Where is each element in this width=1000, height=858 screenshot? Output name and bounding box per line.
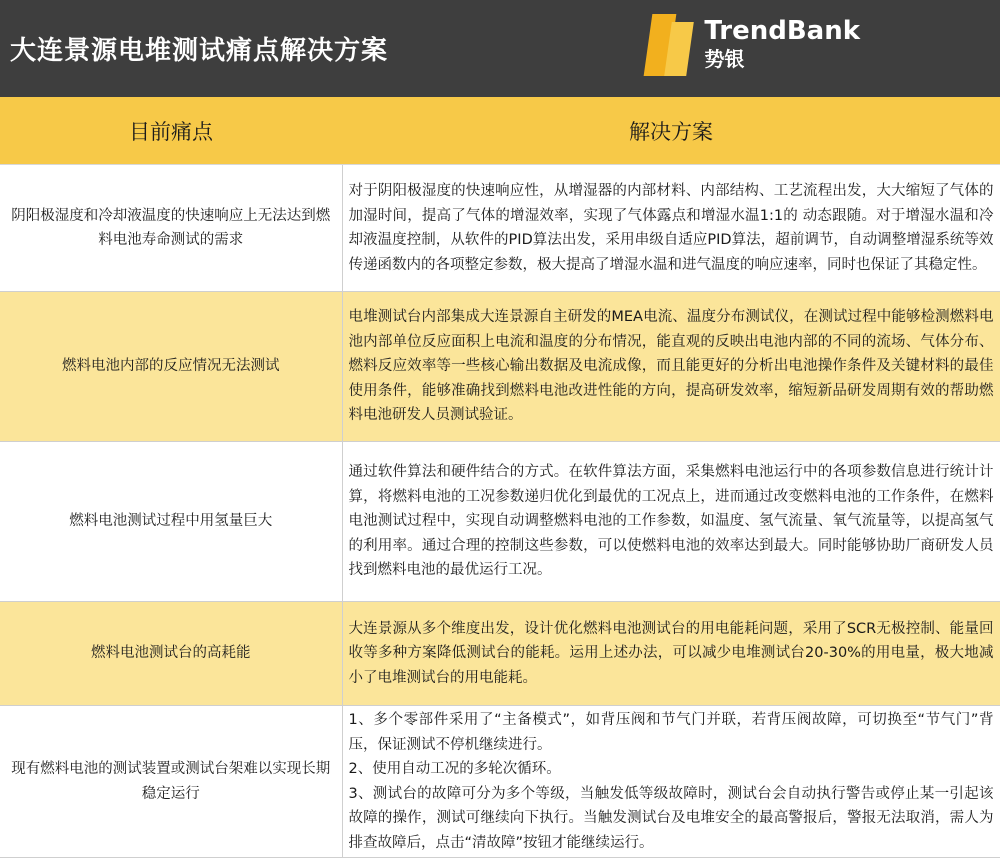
table-row: [0, 602, 1000, 706]
pain-points-table: [0, 97, 1000, 858]
solution-item: 3、测试台的故障可分为多个等级，当触发低等级故障时，测试台会自动执行警告或停止某一引起该故障的操作，测试可继续向下执行。当触发测试台及电堆安全的最高警报后，警报无法取消，需人为排查故障后，点击“清故障”按钮才能继续运行。: [348, 785, 994, 851]
page-title: 大连景源电堆测试痛点解决方案: [10, 36, 389, 66]
table-row: [0, 706, 1000, 858]
brand-name-cn: 势银: [704, 47, 745, 71]
solution-item: 2、使用自动工况的多轮次循环。: [348, 761, 561, 777]
pain-point-cell: 现有燃料电池的测试装置或测试台架难以实现长期稳定运行: [0, 706, 342, 858]
table-row: [0, 165, 1000, 292]
solution-cell: 电堆测试台内部集成大连景源自主研发的MEA电流、温度分布测试仪，在测试过程中能够检测燃料电池内部单位反应面积上电流和温度的分布情况，能直观的反映出电池内部的不同的流场、气体分布、燃料反应效率等一些核心输出数据及电流成像，而且能更好的分析出电池操作条件及关键材料的最佳使用条件，能够准确找到燃料电池改进性能的方向，提高研发效率，缩短新品研发周期有效的帮助燃料电池研发人员测试验证。: [342, 292, 1000, 442]
brand-name-en: TrendBank: [704, 16, 860, 46]
table-row: [0, 442, 1000, 602]
column-header-solutions: 解决方案: [342, 97, 1000, 165]
trendbank-logo-icon: [648, 14, 692, 76]
brand-logo: [648, 14, 860, 76]
table-row: [0, 292, 1000, 442]
pain-point-cell: 阴阳极湿度和冷却液温度的快速响应上无法达到燃料电池寿命测试的需求: [0, 165, 342, 292]
solution-item: 1、多个零部件采用了“主备模式”，如背压阀和节气门并联，若背压阀故障，可切换至“节气门”背压，保证测试不停机继续进行。: [348, 712, 994, 753]
solution-cell: 通过软件算法和硬件结合的方式。在软件算法方面，采集燃料电池运行中的各项参数信息进行统计计算，将燃料电池的工况参数递归优化到最优的工况点上，进而通过改变燃料电池的工作条件，在燃料电池测试过程中，实现自动调整燃料电池的工作参数，如温度、氢气流量、氧气流量等，以提高氢气的利用率。通过合理的控制这些参数，可以使燃料电池的效率达到最大。同时能够协助厂商研发人员找到燃料电池的最优运行工况。: [342, 442, 1000, 602]
pain-point-cell: 燃料电池内部的反应情况无法测试: [0, 292, 342, 442]
column-header-pain-points: 目前痛点: [0, 97, 342, 165]
solution-cell: 大连景源从多个维度出发，设计优化燃料电池测试台的用电能耗问题，采用了SCR无极控制、能量回收等多种方案降低测试台的能耗。运用上述办法，可以减少电堆测试台20-30%的用电量，极大地减小了电堆测试台的用电能耗。: [342, 602, 1000, 706]
pain-point-cell: 燃料电池测试台的高耗能: [0, 602, 342, 706]
header-bar: [0, 0, 1000, 97]
pain-point-cell: 燃料电池测试过程中用氢量巨大: [0, 442, 342, 602]
solution-cell: [342, 706, 1000, 858]
solution-cell: 对于阴阳极湿度的快速响应性，从增湿器的内部材料、内部结构、工艺流程出发，大大缩短了气体的加湿时间，提高了气体的增湿效率，实现了气体露点和增湿水温1:1的 动态跟随。对于增湿水温和冷却液温度控制，从软件的PID算法出发，采用串级自适应PID算法，超前调节，自动调整增湿系统等效传递函数内的各项整定参数，极大提高了增湿水温和进气温度的响应速率，同时也保证了其稳定性。: [342, 165, 1000, 292]
